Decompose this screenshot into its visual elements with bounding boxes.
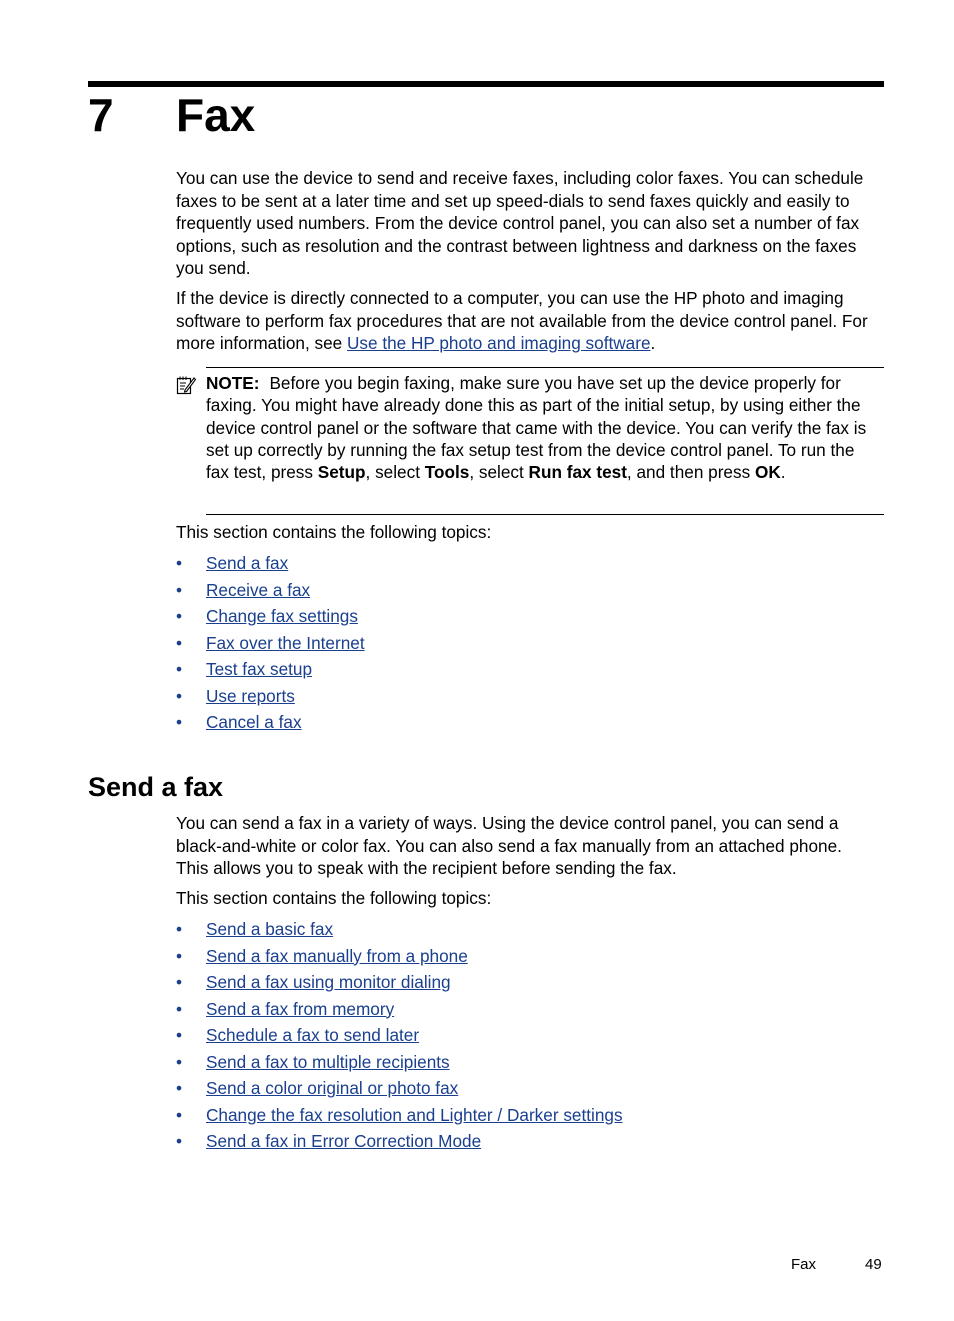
send-topics-intro-text: This section contains the following topics: <box>176 888 492 908</box>
topic-link-color-photo-fax[interactable]: Send a color original or photo fax <box>206 1078 459 1098</box>
note-ok-term: OK <box>754 462 781 483</box>
bullet: • <box>176 553 183 573</box>
bullet: • <box>176 919 183 939</box>
topic-link-cancel-a-fax[interactable]: Cancel a fax <box>206 712 302 732</box>
note-run-fax-test-term: Run fax test <box>528 462 627 483</box>
list-item <box>176 998 623 1025</box>
bullet: • <box>176 712 183 732</box>
topic-link-fax-over-internet[interactable]: Fax over the Internet <box>206 632 365 653</box>
intro-paragraph-2-before: If the device is directly connected to a computer, you can use the HP photo and imaging software to perform fax procedures that are not available from the device control panel. For more information, see <box>176 288 868 353</box>
hp-software-link[interactable]: Use the HP photo and imaging software <box>347 333 651 353</box>
intro-paragraph-2-text <box>176 287 876 355</box>
list-item <box>176 945 623 972</box>
topic-link-error-correction-mode[interactable]: Send a fax in Error Correction Mode <box>206 1131 482 1151</box>
footer-section-name: Fax <box>791 1256 817 1273</box>
topic-link-send-from-memory[interactable]: Send a fax from memory <box>206 998 395 1019</box>
topic-link-resolution-lighter-darker[interactable]: Change the fax resolution and Lighter / Darker settings <box>206 1104 623 1125</box>
send-intro-text: You can send a fax in a variety of ways. Using the device control panel, you can send a black-and-white or color fax. You can also send a fax manually from an attached phone. This allows you to speak with the recipient before sending the fax. <box>176 813 842 878</box>
list-item <box>176 685 365 712</box>
bullet: • <box>176 945 183 966</box>
bullet: • <box>176 1051 183 1072</box>
list-item <box>176 552 365 579</box>
list-item <box>176 1051 623 1078</box>
chapter-number: 7 <box>88 89 114 141</box>
list-item <box>176 711 365 738</box>
note-text-part-1: Before you begin faxing, make sure you have set up the device properly for faxing. You might have already done this as part of the initial setup, by using either the device control panel or the software that came with the device. You can verify the fax is set up correctly by running the fax setup test from the device control panel. To run the fax test, press <box>206 373 867 483</box>
bullet: • <box>176 972 183 992</box>
chapter-topics-list <box>176 552 365 738</box>
note-tools-term: Tools <box>424 462 470 483</box>
list-item <box>176 971 623 998</box>
note-text-part-5: . <box>780 462 786 483</box>
bullet: • <box>176 632 183 653</box>
bullet: • <box>176 1131 183 1151</box>
note-text-part-2: , select <box>365 462 425 483</box>
list-item <box>176 1130 623 1157</box>
send-topics-list <box>176 918 623 1157</box>
topic-link-change-fax-settings[interactable]: Change fax settings <box>206 606 358 626</box>
topic-link-send-basic-fax[interactable]: Send a basic fax <box>206 919 334 939</box>
note-text-part-3: , select <box>469 462 529 483</box>
send-topics-intro <box>176 887 876 910</box>
list-item <box>176 658 365 685</box>
topic-link-multiple-recipients[interactable]: Send a fax to multiple recipients <box>206 1051 450 1072</box>
footer-page-number: 49 <box>865 1256 882 1273</box>
intro-paragraph-2-after: . <box>650 333 656 353</box>
note-pencil-icon <box>176 375 196 395</box>
intro-paragraph-1-text: You can use the device to send and receive faxes, including color faxes. You can schedule faxes to be sent at a later time and set up speed-dials to send faxes quickly and easily to frequently used numbers. From the device control panel, you can also set a number of fax options, such as resolution and the contrast between lightness and darkness on the faxes you send. <box>176 168 864 278</box>
topics-intro <box>176 521 876 544</box>
topic-link-use-reports[interactable]: Use reports <box>206 685 295 706</box>
list-item <box>176 918 623 945</box>
topic-link-send-monitor-dialing[interactable]: Send a fax using monitor dialing <box>206 972 451 992</box>
topic-link-test-fax-setup[interactable]: Test fax setup <box>206 659 313 679</box>
section-heading-send-a-fax: Send a fax <box>88 772 224 802</box>
note-setup-term: Setup <box>317 462 366 483</box>
note-text <box>206 372 881 483</box>
topics-intro-text: This section contains the following topics: <box>176 522 492 542</box>
topic-link-send-a-fax[interactable]: Send a fax <box>206 553 289 573</box>
bullet: • <box>176 685 183 706</box>
list-item <box>176 1024 623 1051</box>
note-text-part-4: , and then press <box>626 462 755 483</box>
chapter-top-rule <box>88 81 884 87</box>
intro-paragraph-2 <box>176 287 876 355</box>
list-item <box>176 605 365 632</box>
topic-link-send-manually-from-phone[interactable]: Send a fax manually from a phone <box>206 945 468 966</box>
list-item <box>176 1077 623 1104</box>
chapter-title: Fax <box>176 89 256 141</box>
list-item <box>176 579 365 606</box>
note-pencil-icon-svg <box>176 375 196 395</box>
send-intro-paragraph <box>176 812 876 880</box>
bullet: • <box>176 606 183 626</box>
list-item <box>176 1104 623 1131</box>
intro-paragraph-1 <box>176 167 876 280</box>
note-top-rule <box>206 367 884 368</box>
topic-link-receive-a-fax[interactable]: Receive a fax <box>206 579 311 600</box>
bullet: • <box>176 998 183 1019</box>
topic-link-schedule-fax[interactable]: Schedule a fax to send later <box>206 1025 420 1045</box>
bullet: • <box>176 1025 183 1045</box>
note-bottom-rule <box>206 514 884 515</box>
bullet: • <box>176 579 183 600</box>
bullet: • <box>176 1104 183 1125</box>
bullet: • <box>176 659 183 679</box>
note-label: NOTE: <box>206 373 260 393</box>
bullet: • <box>176 1078 183 1098</box>
list-item <box>176 632 365 659</box>
